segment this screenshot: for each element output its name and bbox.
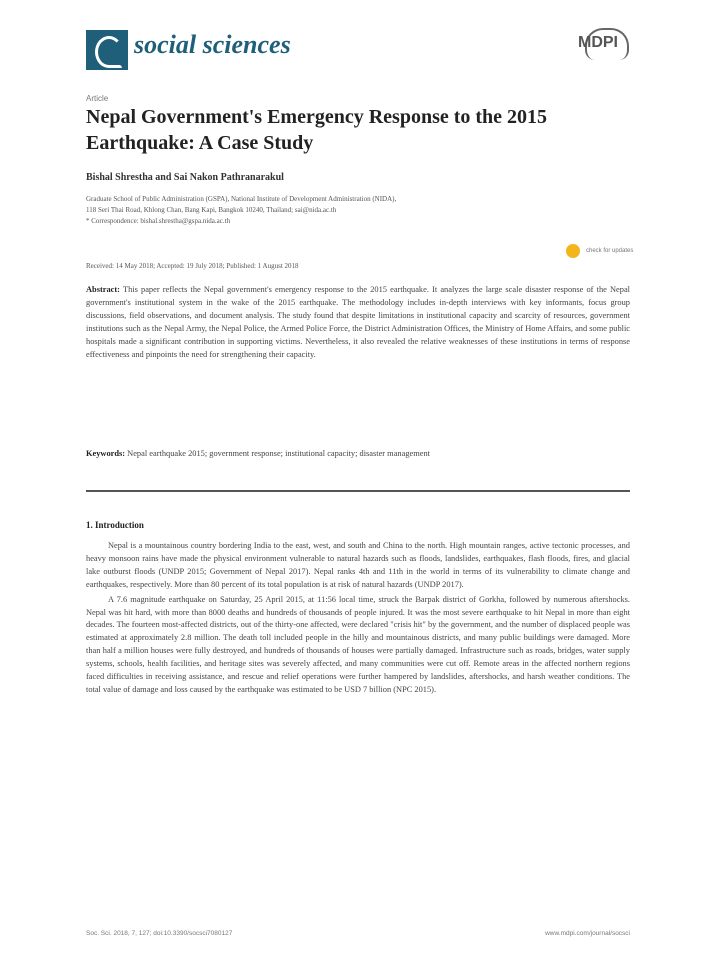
section-divider [86, 490, 630, 492]
body-paragraph: A 7.6 magnitude earthquake on Saturday, 25 April 2015, at 11:56 local time, struck the Barpak district of Gorkha, followed by numerous aftershocks. Nepal was hit hard, with more than 8000 deaths and hundreds of thousands of people injured. It was the most severe earthquake to hit Nepal in more than eight decades. The fourteen most-affected districts, out of the thirty-one affected, were declared "crisis hit" by the government, and the number of displaced people was estimated at approximately 2.8 million. The death toll included people in the hilly and mountainous districts, and many public buildings were damaged. More than half a million houses were fully destroyed, and hundreds of thousands of houses were partially damaged. Infrastructure such as roads, bridges, water supply systems, schools, health facilities, and heritage sites was severely affected, and many communities were cut off. Remote areas in the affected northern regions faced difficulties in receiving assistance, and rescue and relief operations were further hampered by landslides, aftershocks, and harsh weather conditions. The total value of damage and loss caused by the earthquake was estimated to be USD 7 billion (NPC 2015). [86, 594, 630, 694]
abstract [86, 284, 630, 361]
publication-dates: Received: 14 May 2018; Accepted: 19 July 2018; Published: 1 August 2018 [86, 262, 299, 270]
article-type: Article [86, 94, 109, 103]
footer-citation: Soc. Sci. 2018, 7, 127; doi:10.3390/socsci7080127 [86, 930, 233, 937]
abstract-label: Abstract: [86, 285, 120, 294]
body-text [86, 540, 630, 699]
affiliation-line: * Correspondence: bishal.shrestha@gspa.nida.ac.th [86, 217, 231, 225]
journal-name: social sciences [134, 30, 291, 59]
affiliation-line: 118 Seri Thai Road, Khlong Chan, Bang Kapi, Bangkok 10240, Thailand; sai@nida.ac.th [86, 206, 337, 214]
affiliations [86, 194, 626, 227]
keywords-text: Nepal earthquake 2015; government response; institutional capacity; disaster management [127, 449, 430, 458]
article-title: Nepal Government's Emergency Response to the 2015 Earthquake: A Case Study [86, 106, 548, 154]
keywords [86, 448, 630, 461]
check-updates-button[interactable] [566, 242, 633, 260]
journal-logo-icon [95, 36, 123, 68]
keywords-label: Keywords: [86, 449, 126, 458]
check-updates-icon [566, 244, 580, 258]
affiliation-line: Graduate School of Public Administration (GSPA), National Institute of Development Administration (NIDA), [86, 195, 397, 203]
footer-journal-link[interactable]: www.mdpi.com/journal/socsci [545, 930, 630, 937]
section-heading: 1. Introduction [86, 520, 144, 530]
article-authors: Bishal Shrestha and Sai Nakon Pathranarakul [86, 172, 284, 183]
check-updates-label: check for updates [586, 248, 634, 255]
abstract-text: This paper reflects the Nepal government's emergency response to the 2015 earthquake. It analyzes the large scale disaster response of the Nepal government's institutional system in the wake of the 2015 earthquake. The methodology includes in-depth interviews with key informants, focus group discussions, field observations, and document analysis. The study found that despite limitations in institutional capacity and scarcity of resources, government institutions such as the Nepal Army, the Nepal Police, the Armed Police Force, the District Administration Offices, the Ministry of Home Affairs, and some public hospitals made a significant contribution in supporting victims. Nevertheless, it also revealed the relative weaknesses of these institutions in terms of response effectiveness and pinpoints the need for strengthening their capacity. [86, 285, 630, 359]
body-paragraph: Nepal is a mountainous country bordering India to the east, west, and south and China to the north. High mountain ranges, active tectonic processes, and heavy monsoon rains have made the physical environment vulnerable to natural hazards such as floods, landslides, earthquakes, flash floods, fires, and glacial lake outburst floods (UNDP 2015; Government of Nepal 2017). Nepal ranks 4th and 11th in the world in terms of its vulnerability to climate change and earthquakes, respectively. More than 80 percent of its total population is at risk of natural hazards (UNDP 2017). [86, 541, 630, 589]
journal-logo [86, 30, 128, 70]
publisher-name: MDPI [578, 34, 618, 51]
